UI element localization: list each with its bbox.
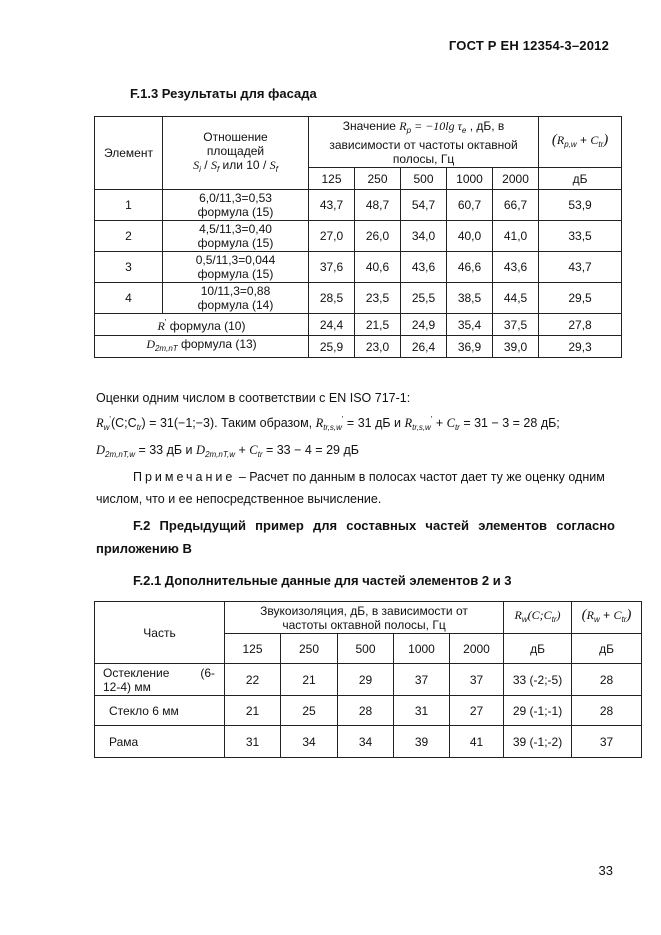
band-500: 500: [338, 634, 394, 664]
table-row: Остекление (6- 12-4) мм 22 21 29 37 37 33 (-2;-5) 28: [95, 664, 642, 696]
table-row: Рама 31 34 34 39 41 39 (-1;-2) 37: [95, 726, 642, 758]
section-title-f13: F.1.3 Результаты для фасада: [130, 86, 317, 101]
rating-line-2: $D_{2m,nT,w} = 33$ дБ и $D_{2m,nT,w} + C_{tr} = 33 - 4 = 29$ дБ: [96, 443, 359, 459]
band-1000: 1000: [394, 634, 450, 664]
band-2000: 2000: [450, 634, 504, 664]
band-1000: 1000: [447, 168, 493, 190]
band-500: 500: [401, 168, 447, 190]
header-rw-ctr: $(R_w + C_{tr})$: [572, 602, 642, 634]
header-sound-insulation: Звукоизоляция, дБ, в зависимости от частоты октавной полосы, Гц: [225, 602, 504, 634]
note-label: Примечание: [133, 470, 236, 484]
rating-intro: Оценки одним числом в соответствии с EN ISO 717-1:: [96, 391, 411, 405]
section-title-f21: F.2.1 Дополнительные данные для частей элементов 2 и 3: [133, 573, 512, 588]
table-row: 1 6,0/11,3=0,53 формула (15) 43,7 48,7 54,7 60,7 66,7 53,9: [95, 190, 622, 221]
table-row-d2m: $D_{2m,nT}$ формула (13) 25,9 23,0 26,4 36,9 39,0 29,3: [95, 336, 622, 358]
band-125: 125: [309, 168, 355, 190]
note-line-2: числом, что и ее непосредственное вычисление.: [96, 492, 382, 506]
note-line-1: Примечание – Расчет по данным в полосах частот дает ту же оценку одним: [133, 470, 605, 484]
table-row: 4 10/11,3=0,88 формула (14) 28,5 23,5 25,5 38,5 44,5 29,5: [95, 283, 622, 314]
section-title-f2: F.2 Предыдущий пример для составных частей элементов согласно: [133, 518, 615, 533]
table-row-r-prime: R' формула (10) 24,4 21,5 24,9 35,4 37,5 27,8: [95, 314, 622, 336]
facade-results-table: [94, 116, 622, 358]
table-row: 3 0,5/11,3=0,044 формула (15) 37,6 40,6 43,6 46,6 43,6 43,7: [95, 252, 622, 283]
header-element: Элемент: [95, 117, 163, 190]
band-250: 250: [355, 168, 401, 190]
rating-line-1: $R_w'(C;C_{tr})$ = 31(−1;−3). Таким образом, $R_{tr,s,w}' = 31$ дБ и $R_{tr,s,w}' + C_{tr} = 31 - 3 = 28$ дБ;: [96, 415, 560, 432]
element-parts-table: [94, 601, 642, 758]
page-number: 33: [598, 863, 613, 878]
band-2000: 2000: [493, 168, 539, 190]
header-sum-unit: дБ: [572, 634, 642, 664]
band-250: 250: [281, 634, 338, 664]
header-value-rp: Значение $R_p = -10\lg$ $\tau_e$ , дБ, в зависимости от частоты октавной полосы, Гц: [309, 117, 539, 168]
header-rw-unit: дБ: [504, 634, 572, 664]
document-header: ГОСТ Р ЕН 12354-3–2012: [448, 38, 609, 53]
header-area-ratio: Отношение площадей $S_i / S_f$ или $10 / S_f$: [163, 117, 309, 190]
header-part: Часть: [95, 602, 225, 664]
section-title-f2-cont: приложению В: [96, 541, 192, 556]
header-unit-db: дБ: [539, 168, 622, 190]
header-rw-c-ctr: $R_w(C;C_{tr})$: [504, 602, 572, 634]
band-125: 125: [225, 634, 281, 664]
header-rpw-ctr: $(R_{p,w} + C_{tr})$: [539, 117, 622, 168]
table-row: 2 4,5/11,3=0,40 формула (15) 27,0 26,0 34,0 40,0 41,0 33,5: [95, 221, 622, 252]
table-row: Стекло 6 мм 21 25 28 31 27 29 (-1;-1) 28: [95, 696, 642, 726]
